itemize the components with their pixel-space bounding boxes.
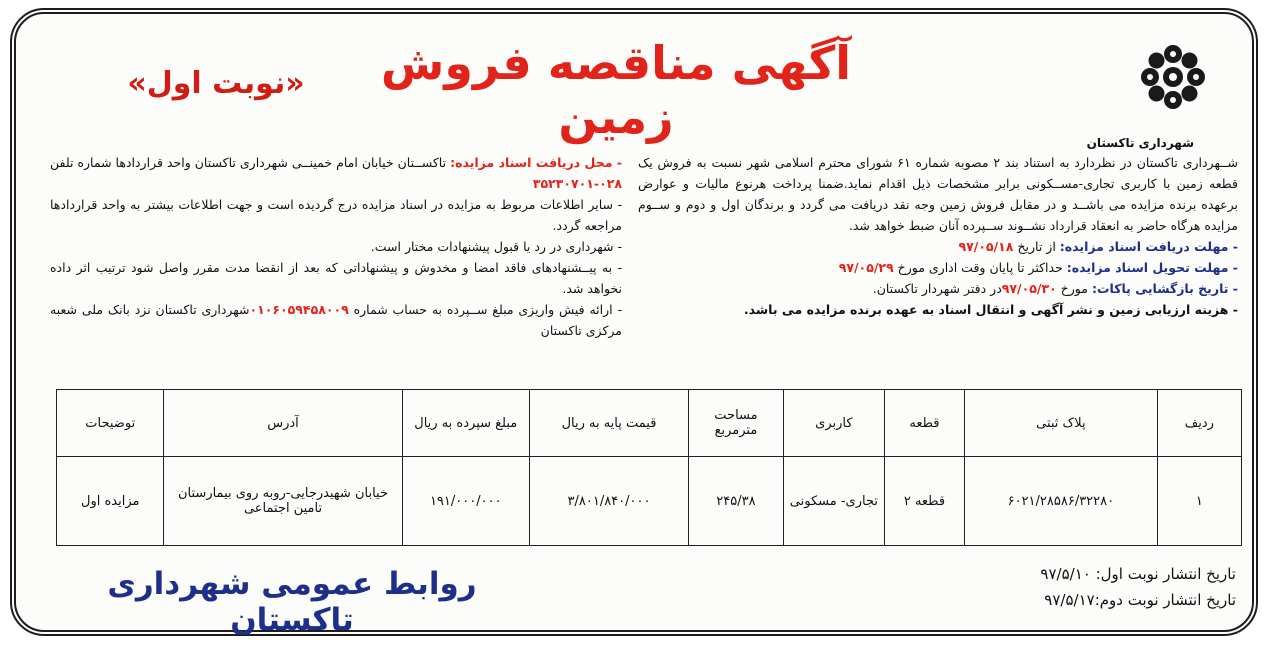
page-title: آگهی مناقصه فروش زمین [380,36,852,144]
location-text: تاکســتان خیابان امام خمینــی شهرداری تاکستان واحد قراردادها شماره تلفن [50,155,447,170]
table-header-cell: قطعه [884,390,964,457]
table-header-cell: کاربری [783,390,884,457]
table-cell: مزایده اول [57,457,164,546]
location-line [50,152,622,194]
deposit-pre: - ارائه فیش واریزی مبلغ ســپرده به حساب شماره [353,302,623,317]
table-cell: تجاری- مسکونی [783,457,884,546]
org-name: شهرداری تاکستان [1086,136,1194,150]
table-header-row [57,390,1242,457]
table-header-cell: قیمت پایه به ریال [529,390,688,457]
table-cell: ۶۰۲۱/۲۸۵۸۶/۳۲۲۸۰ [964,457,1157,546]
deadline-receive [638,236,1238,257]
invalid-note: - به پیــشنهادهای فاقد امضا و مخدوش و پیشنهاداتی که بعد از انقضا مدت مقرر واصل شود ترتیب اثر داده نخواهد شد. [50,260,622,296]
deposit-note [50,299,622,341]
deadline-deliver-label: - مهلت تحویل اسناد مزایده: [1066,260,1238,275]
notice-left-column [50,152,622,341]
opening-date: ۹۷/۰۵/۳۰ [1001,281,1057,296]
deadline-deliver [638,257,1238,278]
deadline-receive-text: از تاریخ [1017,239,1056,254]
table-cell: قطعه ۲ [884,457,964,546]
public-relations-signature: روابط عمومی شهرداری تاکستان [107,566,477,638]
table-row [57,457,1242,546]
deadline-deliver-date: ۹۷/۰۵/۲۹ [838,260,894,275]
table-cell: ۱ [1157,457,1241,546]
deposit-account: ۰۱۰۶۰۵۹۴۵۸۰۰۹ [249,302,349,317]
deposit-post: شهرداری تاکستان نزد بانک ملی شعبه مرکزی تاکستان [50,302,622,338]
opening-pre: مورخ [1060,281,1088,296]
municipality-logo-icon [1136,40,1210,114]
table-header-cell: مبلغ سپرده به ریال [402,390,529,457]
table-header-cell: آدرس [164,390,402,457]
notice-right-column [638,152,1238,320]
turn-label: «نوبت اول» [127,66,305,101]
publish-date-first: تاریخ انتشار نوبت اول: ۹۷/۵/۱۰ [1040,565,1236,583]
table-cell: ۳/۸۰۱/۸۴۰/۰۰۰ [529,457,688,546]
location-phone: ۰۲۸-۳۵۲۳۰۷۰۱ [532,176,622,191]
table-header-cell: پلاک ثبتی [964,390,1157,457]
intro-paragraph: شــهرداری تاکستان در نظردارد به استناد بند ۲ مصوبه شماره ۶۱ شورای محترم اسلامی شهر نسبت به فروش یک قطعه زمین با کاربری تجاری-مســکونی برابر مشخصات ذیل اقدام نماید.ضمنا پرداخت هرنوع مالیات و عوارض برعهده برنده مزایده می باشــد و در مقابل فروش زمین وجه نقد دریافت می گردد و برندگان اول و دوم و ســوم مزایده هرگاه حاضر به انعقاد قرارداد نشــوند ســپرده آنان ضبط خواهد شد. [638,155,1239,233]
deadline-deliver-text: حداکثر تا پایان وقت اداری مورخ [897,260,1063,275]
table-cell: ۲۴۵/۳۸ [689,457,784,546]
table-header-cell: ردیف [1157,390,1241,457]
location-label: - محل دریافت اسناد مزایده: [450,155,623,170]
reject-note: - شهرداری در رد یا قبول پیشنهادات مختار است. [370,239,622,254]
publish-date-second: تاریخ انتشار نوبت دوم:۹۷/۵/۱۷ [1044,591,1236,609]
cost-note: - هزینه ارزیابی زمین و نشر آگهی و انتقال اسناد به عهده برنده مزایده می باشد. [743,302,1238,317]
table-header-cell: مساحت مترمربع [689,390,784,457]
opening-post: در دفتر شهردار تاکستان. [872,281,1002,296]
table-header-cell: توضیحات [57,390,164,457]
opening-label: - تاریخ بازگشایی پاکات: [1091,281,1238,296]
deadline-receive-label: - مهلت دریافت اسناد مزایده: [1059,239,1238,254]
land-table [56,389,1242,546]
opening-date-line [638,278,1238,299]
table-cell: ۱۹۱/۰۰۰/۰۰۰ [402,457,529,546]
table-cell: خیابان شهیدرجایی-روبه روی بیمارستان تامین اجتماعی [164,457,402,546]
deadline-receive-date: ۹۷/۰۵/۱۸ [958,239,1014,254]
other-info-note: - سایر اطلاعات مربوط به مزایده در اسناد مزایده درج گردیده است و جهت اطلاعات بیشتر به واحد قراردادها مراجعه گردد. [50,197,622,233]
